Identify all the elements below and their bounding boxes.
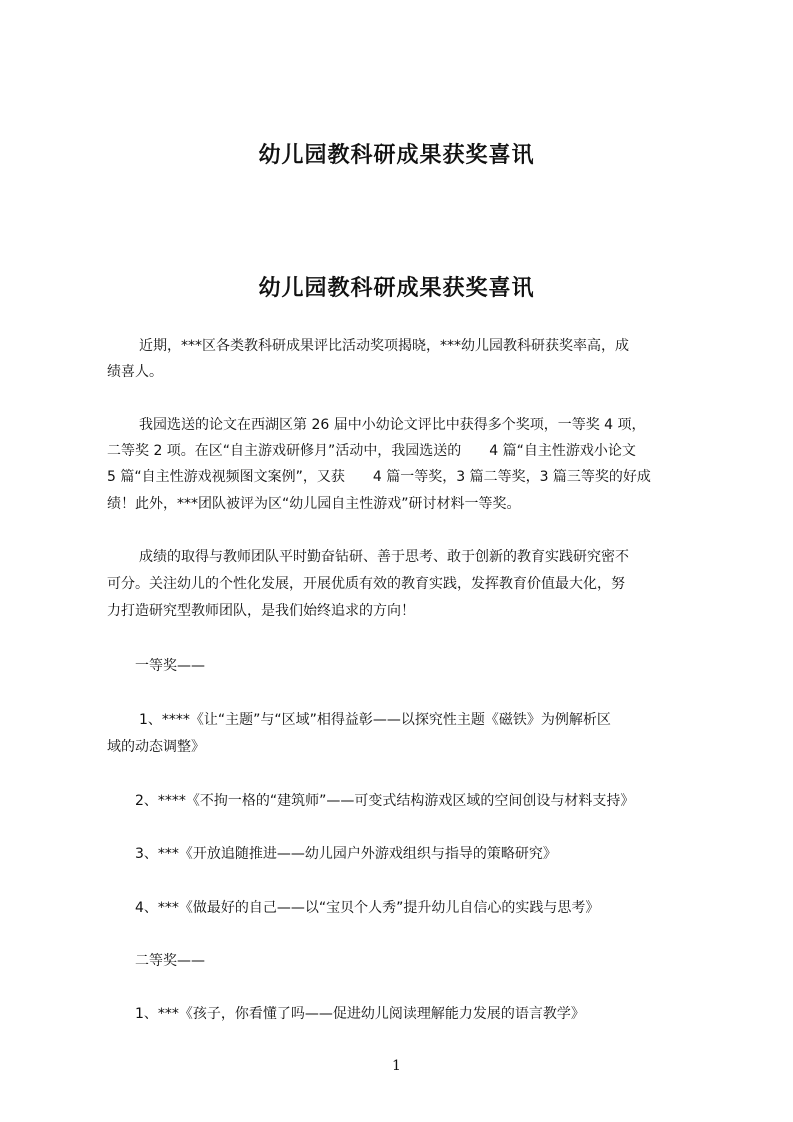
first-prize-item-1-line-1: 1、****《让“主题”与“区域”相得益彰——以探究性主题《磁铁》为例解析区 [139,712,611,728]
first-prize-item-4: 4、***《做最好的自己——以“宝贝个人秀”提升幼儿自信心的实践与思考》 [135,900,600,916]
page-header-title: 幼儿园教科研成果获奖喜讯 [258,143,535,168]
paragraph-2-line-1: 我园选送的论文在西湖区第 26 届中小幼论文评比中获得多个奖项，一等奖 4 项， [139,417,646,433]
paragraph-2-line-3: 5 篇“自主性游戏视频图文案例”，又获 4 篇一等奖，3 篇二等奖，3 篇三等奖的好成 [107,469,651,485]
paragraph-1-line-2: 绩喜人。 [107,364,163,380]
paragraph-1-line-1: 近期，***区各类教科研成果评比活动奖项揭晓，***幼儿园教科研获奖率高，成 [139,338,629,354]
second-prize-item-1: 1、***《孩子，你看懂了吗——促进幼儿阅读理解能力发展的语言教学》 [135,1006,585,1022]
paragraph-2-line-2: 二等奖 2 项。在区“自主游戏研修月”活动中，我园选送的 4 篇“自主性游戏小论文 [107,443,636,459]
paragraph-2-line-4: 绩！此外，***团队被评为区“幼儿园自主性游戏”研讨材料一等奖。 [107,496,521,512]
first-prize-item-1-line-2: 域的动态调整》 [107,739,205,755]
page-number: 1 [392,1058,401,1074]
first-prize-item-3: 3、***《开放追随推进——幼儿园户外游戏组织与指导的策略研究》 [135,846,557,862]
first-prize-heading: 一等奖—— [135,658,205,674]
first-prize-item-2: 2、****《不拘一格的“建筑师”——可变式结构游戏区域的空间创设与材料支持》 [135,793,635,809]
document-title: 幼儿园教科研成果获奖喜讯 [258,276,535,301]
paragraph-3-line-3: 力打造研究型教师团队，是我们始终追求的方向！ [107,603,415,619]
paragraph-3-line-2: 可分。关注幼儿的个性化发展，开展优质有效的教育实践，发挥教育价值最大化，努 [107,576,625,592]
second-prize-heading: 二等奖—— [135,953,205,969]
paragraph-3-line-1: 成绩的取得与教师团队平时勤奋钻研、善于思考、敢于创新的教育实践研究密不 [139,549,629,565]
